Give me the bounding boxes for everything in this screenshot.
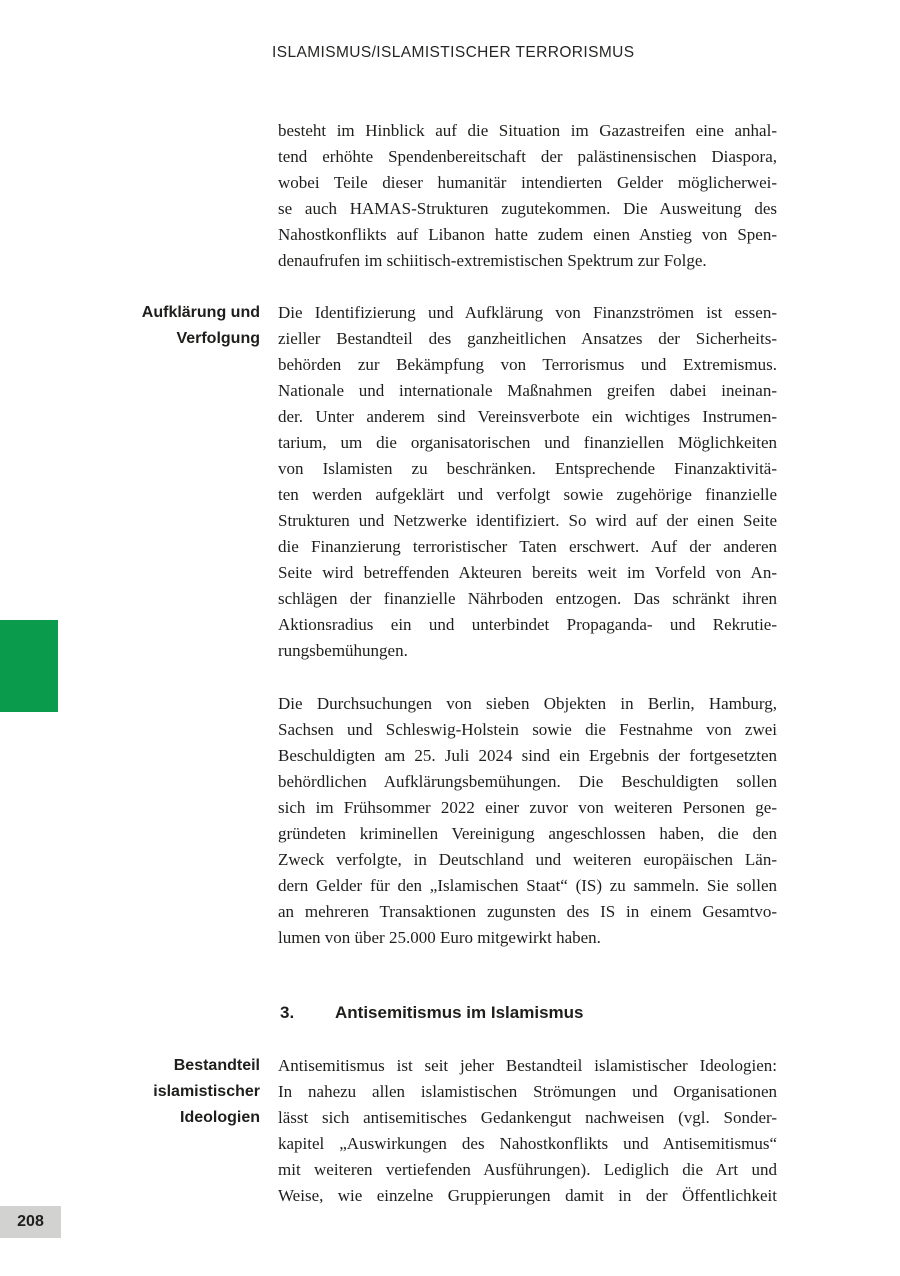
margin-note-aufklaerung-und-verfolgung: Aufklärung und Verfolgung (141, 304, 260, 347)
section-title: Antisemitismus im Islamismus (335, 1003, 584, 1022)
paragraph-durchsuchungen: Die Durchsuchungen von sieben Objekten in Berlin, Hamburg, Sachsen und Schleswig-Holstein sowie die Festnahme von zwei Beschuldigten am 25. Juli 2024 sind ein Ergebnis der fortgesetzten behördlichen Aufklärungsbemühungen. Die Beschuldigten sollen sich im Frühsommer 2022 einer zuvor von weiteren Personen ge- gründeten kriminellen Vereinigung angeschlossen haben, die den Zweck verfolgte, in Deutschland und weiteren europäischen Län- dern Gelder für den „Islamischen Staat“ (IS) zu sammeln. Sie sollen an mehreren Transaktionen zugunsten des IS in einem Gesamtvo- lumen von über 25.000 Euro mitgewirkt haben. (278, 694, 777, 947)
green-accent-bar (0, 620, 58, 712)
paragraph-intro: besteht im Hinblick auf die Situation im Gazastreifen eine anhal- tend erhöhte Spendenbereitschaft der palästinensischen Diaspora, wobei Teile dieser humanitär intendierten Gelder möglicherwei- se auch HAMAS-Strukturen zugutekommen. Die Ausweitung des Nahostkonflikts auf Libanon hatte zudem einen Anstieg von Spen- denaufrufen im schiitisch-extremistischen Spektrum zur Folge. (278, 121, 777, 270)
paragraph-aufklaerung: Die Identifizierung und Aufklärung von Finanzströmen ist essen- zieller Bestandteil des ganzheitlichen Ansatzes der Sicherheits- behörden zur Bekämpfung von Terrorismus und Extremismus. Nationale und internationale Maßnahmen greifen dabei ineinan- der. Unter anderem sind Vereinsverbote ein wichtiges Instrumen- tarium, um die organisatorischen und finanziellen Möglichkeiten von Islamisten zu beschränken. Entsprechende Finanzaktivitä- ten werden aufgeklärt und verfolgt sowie zugehörige finanzielle Strukturen und Netzwerke identifiziert. So wird auf der einen Seite die Finanzierung terroristischer Taten erschwert. Auf der anderen Seite wird betreffenden Akteuren bereits weit im Vorfeld von An- schlägen der finanzielle Nährboden entzogen. Das schränkt ihren Aktionsradius ein und unterbindet Propaganda- und Rekrutie- rungsbemühungen. (278, 303, 777, 660)
section-heading-antisemitismus (280, 1000, 779, 1026)
section-number: 3. (280, 1003, 295, 1022)
running-head: ISLAMISMUS/ISLAMISTISCHER TERRORISMUS (272, 44, 635, 61)
page-number-badge (0, 1206, 61, 1238)
page-number: 208 (17, 1213, 44, 1230)
margin-note-bestandteil-ideologien: Bestandteil islamistischer Ideologien (153, 1057, 260, 1126)
paragraph-antisemitismus: Antisemitismus ist seit jeher Bestandteil islamistischer Ideologien: In nahezu allen islamistischen Strömungen und Organisationen lässt sich antisemitisches Gedankengut nachweisen (vgl. Sonder- kapitel „Auswirkungen des Nahostkonflikts und Antisemitismus“ mit weiteren vertiefenden Ausführungen). Lediglich die Art und Weise, wie einzelne Gruppierungen damit in der Öffentlichkeit (278, 1056, 777, 1205)
